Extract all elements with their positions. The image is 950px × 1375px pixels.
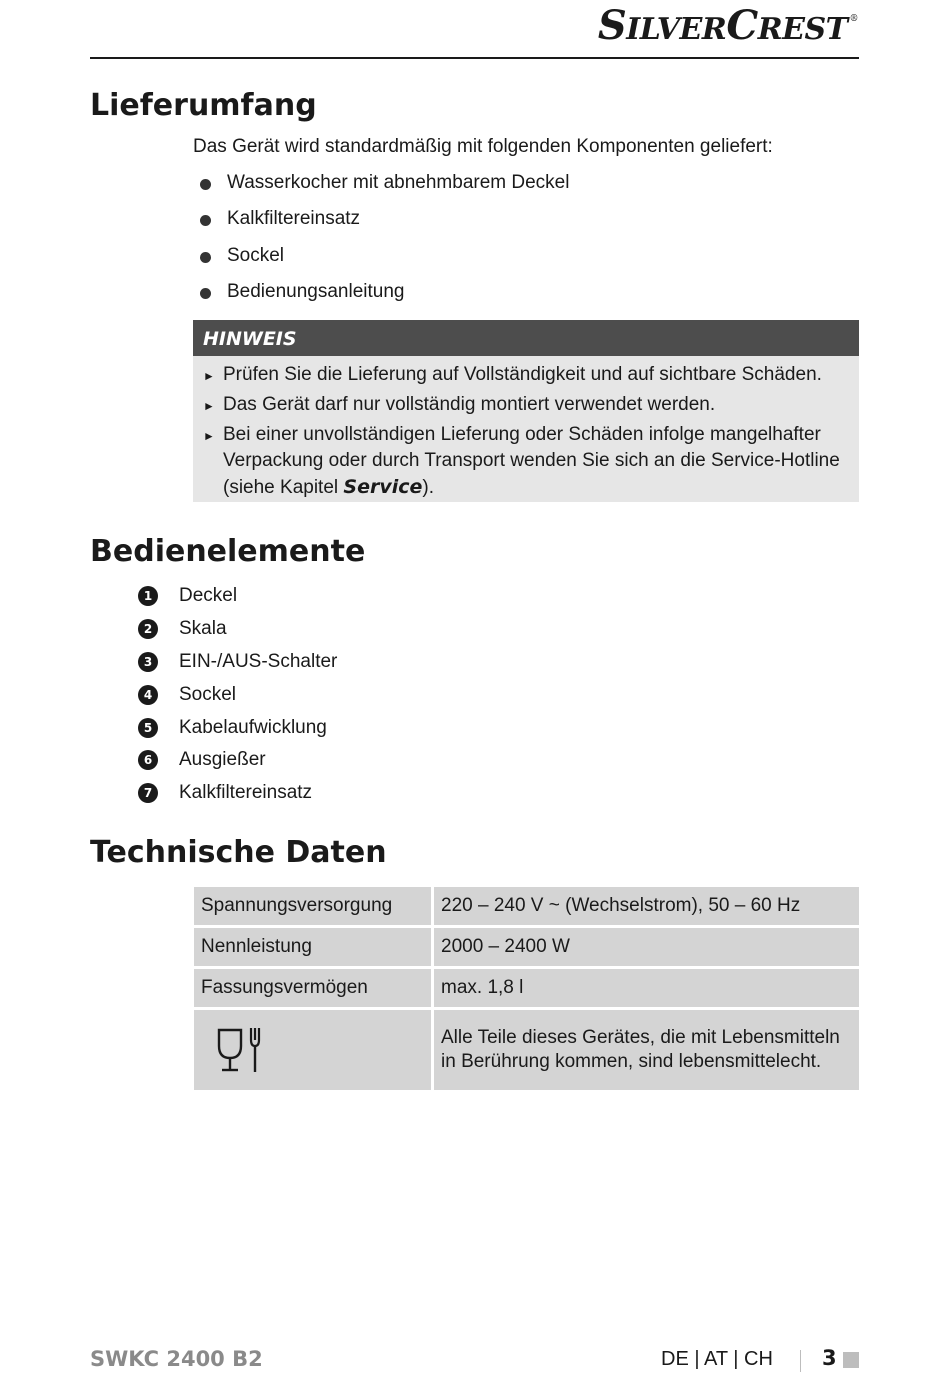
- table-row: [194, 1010, 859, 1090]
- bullet-icon: [200, 215, 211, 226]
- list-item: ► Bei einer unvollständigen Lieferung oder Schäden infolge mangelhafter Verpackung oder durch Transport wenden Sie sich an die Service-Hotline (siehe Kapitel Service).: [203, 422, 859, 501]
- brand-logo: SILVERCREST ®: [597, 2, 858, 49]
- bullet-icon: [200, 288, 211, 299]
- table-row: [194, 969, 859, 1010]
- spec-value: max. 1,8 l: [434, 969, 859, 1010]
- footer-model: SWKC 2400 B2: [90, 1347, 263, 1371]
- number-badge: 2: [138, 619, 158, 639]
- arrow-right-icon: ►: [203, 399, 215, 413]
- list-item: Wasserkocher mit abnehmbarem Deckel: [200, 172, 569, 208]
- footer-divider: [800, 1350, 801, 1372]
- list-item: 3 EIN-/AUS-Schalter: [138, 646, 337, 679]
- number-badge: 6: [138, 750, 158, 770]
- number-badge: 3: [138, 652, 158, 672]
- list-item: 7 Kalkfiltereinsatz: [138, 777, 337, 810]
- spec-key: Spannungsversorgung: [194, 887, 434, 928]
- hinweis-title: HINWEIS: [193, 320, 859, 356]
- number-badge: 7: [138, 783, 158, 803]
- spec-table: [194, 887, 859, 1090]
- spec-value: 220 – 240 V ~ (Wechselstrom), 50 – 60 Hz: [434, 887, 859, 928]
- table-row: [194, 928, 859, 969]
- lieferumfang-list: [200, 172, 569, 317]
- spec-key: Nennleistung: [194, 928, 434, 969]
- section-title-technische-daten: Technische Daten: [90, 835, 387, 870]
- hinweis-list: [193, 356, 859, 501]
- bullet-icon: [200, 179, 211, 190]
- list-item: Bedienungsanleitung: [200, 281, 569, 317]
- arrow-right-icon: ►: [203, 369, 215, 383]
- hinweis-box: [193, 320, 859, 502]
- number-badge: 4: [138, 685, 158, 705]
- page-square-icon: [843, 1352, 859, 1368]
- spec-key: Fassungsvermögen: [194, 969, 434, 1010]
- bullet-icon: [200, 252, 211, 263]
- list-item: 4 Sockel: [138, 678, 337, 711]
- list-item: 1 Deckel: [138, 580, 337, 613]
- list-item: Sockel: [200, 245, 569, 281]
- spec-value: 2000 – 2400 W: [434, 928, 859, 969]
- header-rule: [90, 57, 859, 59]
- section-title-lieferumfang: Lieferumfang: [90, 88, 317, 123]
- list-item: ► Das Gerät darf nur vollständig montiert verwendet werden.: [203, 392, 859, 419]
- service-chapter-ref: Service: [343, 476, 423, 498]
- section-title-bedienelemente: Bedienelemente: [90, 534, 366, 569]
- page-number: 3: [822, 1346, 837, 1370]
- food-safe-icon-cell: [194, 1010, 434, 1090]
- footer-languages: DE | AT | CH: [661, 1348, 773, 1370]
- food-safe-text: Alle Teile dieses Gerätes, die mit Lebensmitteln in Berührung kommen, sind lebensmittelecht.: [434, 1010, 859, 1090]
- list-item: ► Prüfen Sie die Lieferung auf Vollständigkeit und auf sichtbare Schäden.: [203, 362, 859, 389]
- food-safe-glass-fork-icon: [211, 1024, 271, 1076]
- list-item: 2 Skala: [138, 613, 337, 646]
- bedienelemente-list: [138, 580, 337, 810]
- list-item: Kalkfiltereinsatz: [200, 208, 569, 244]
- arrow-right-icon: ►: [203, 429, 215, 443]
- number-badge: 5: [138, 718, 158, 738]
- number-badge: 1: [138, 586, 158, 606]
- lieferumfang-intro: Das Gerät wird standardmäßig mit folgenden Komponenten geliefert:: [193, 136, 773, 157]
- list-item: 5 Kabelaufwicklung: [138, 711, 337, 744]
- list-item: 6 Ausgießer: [138, 744, 337, 777]
- table-row: [194, 887, 859, 928]
